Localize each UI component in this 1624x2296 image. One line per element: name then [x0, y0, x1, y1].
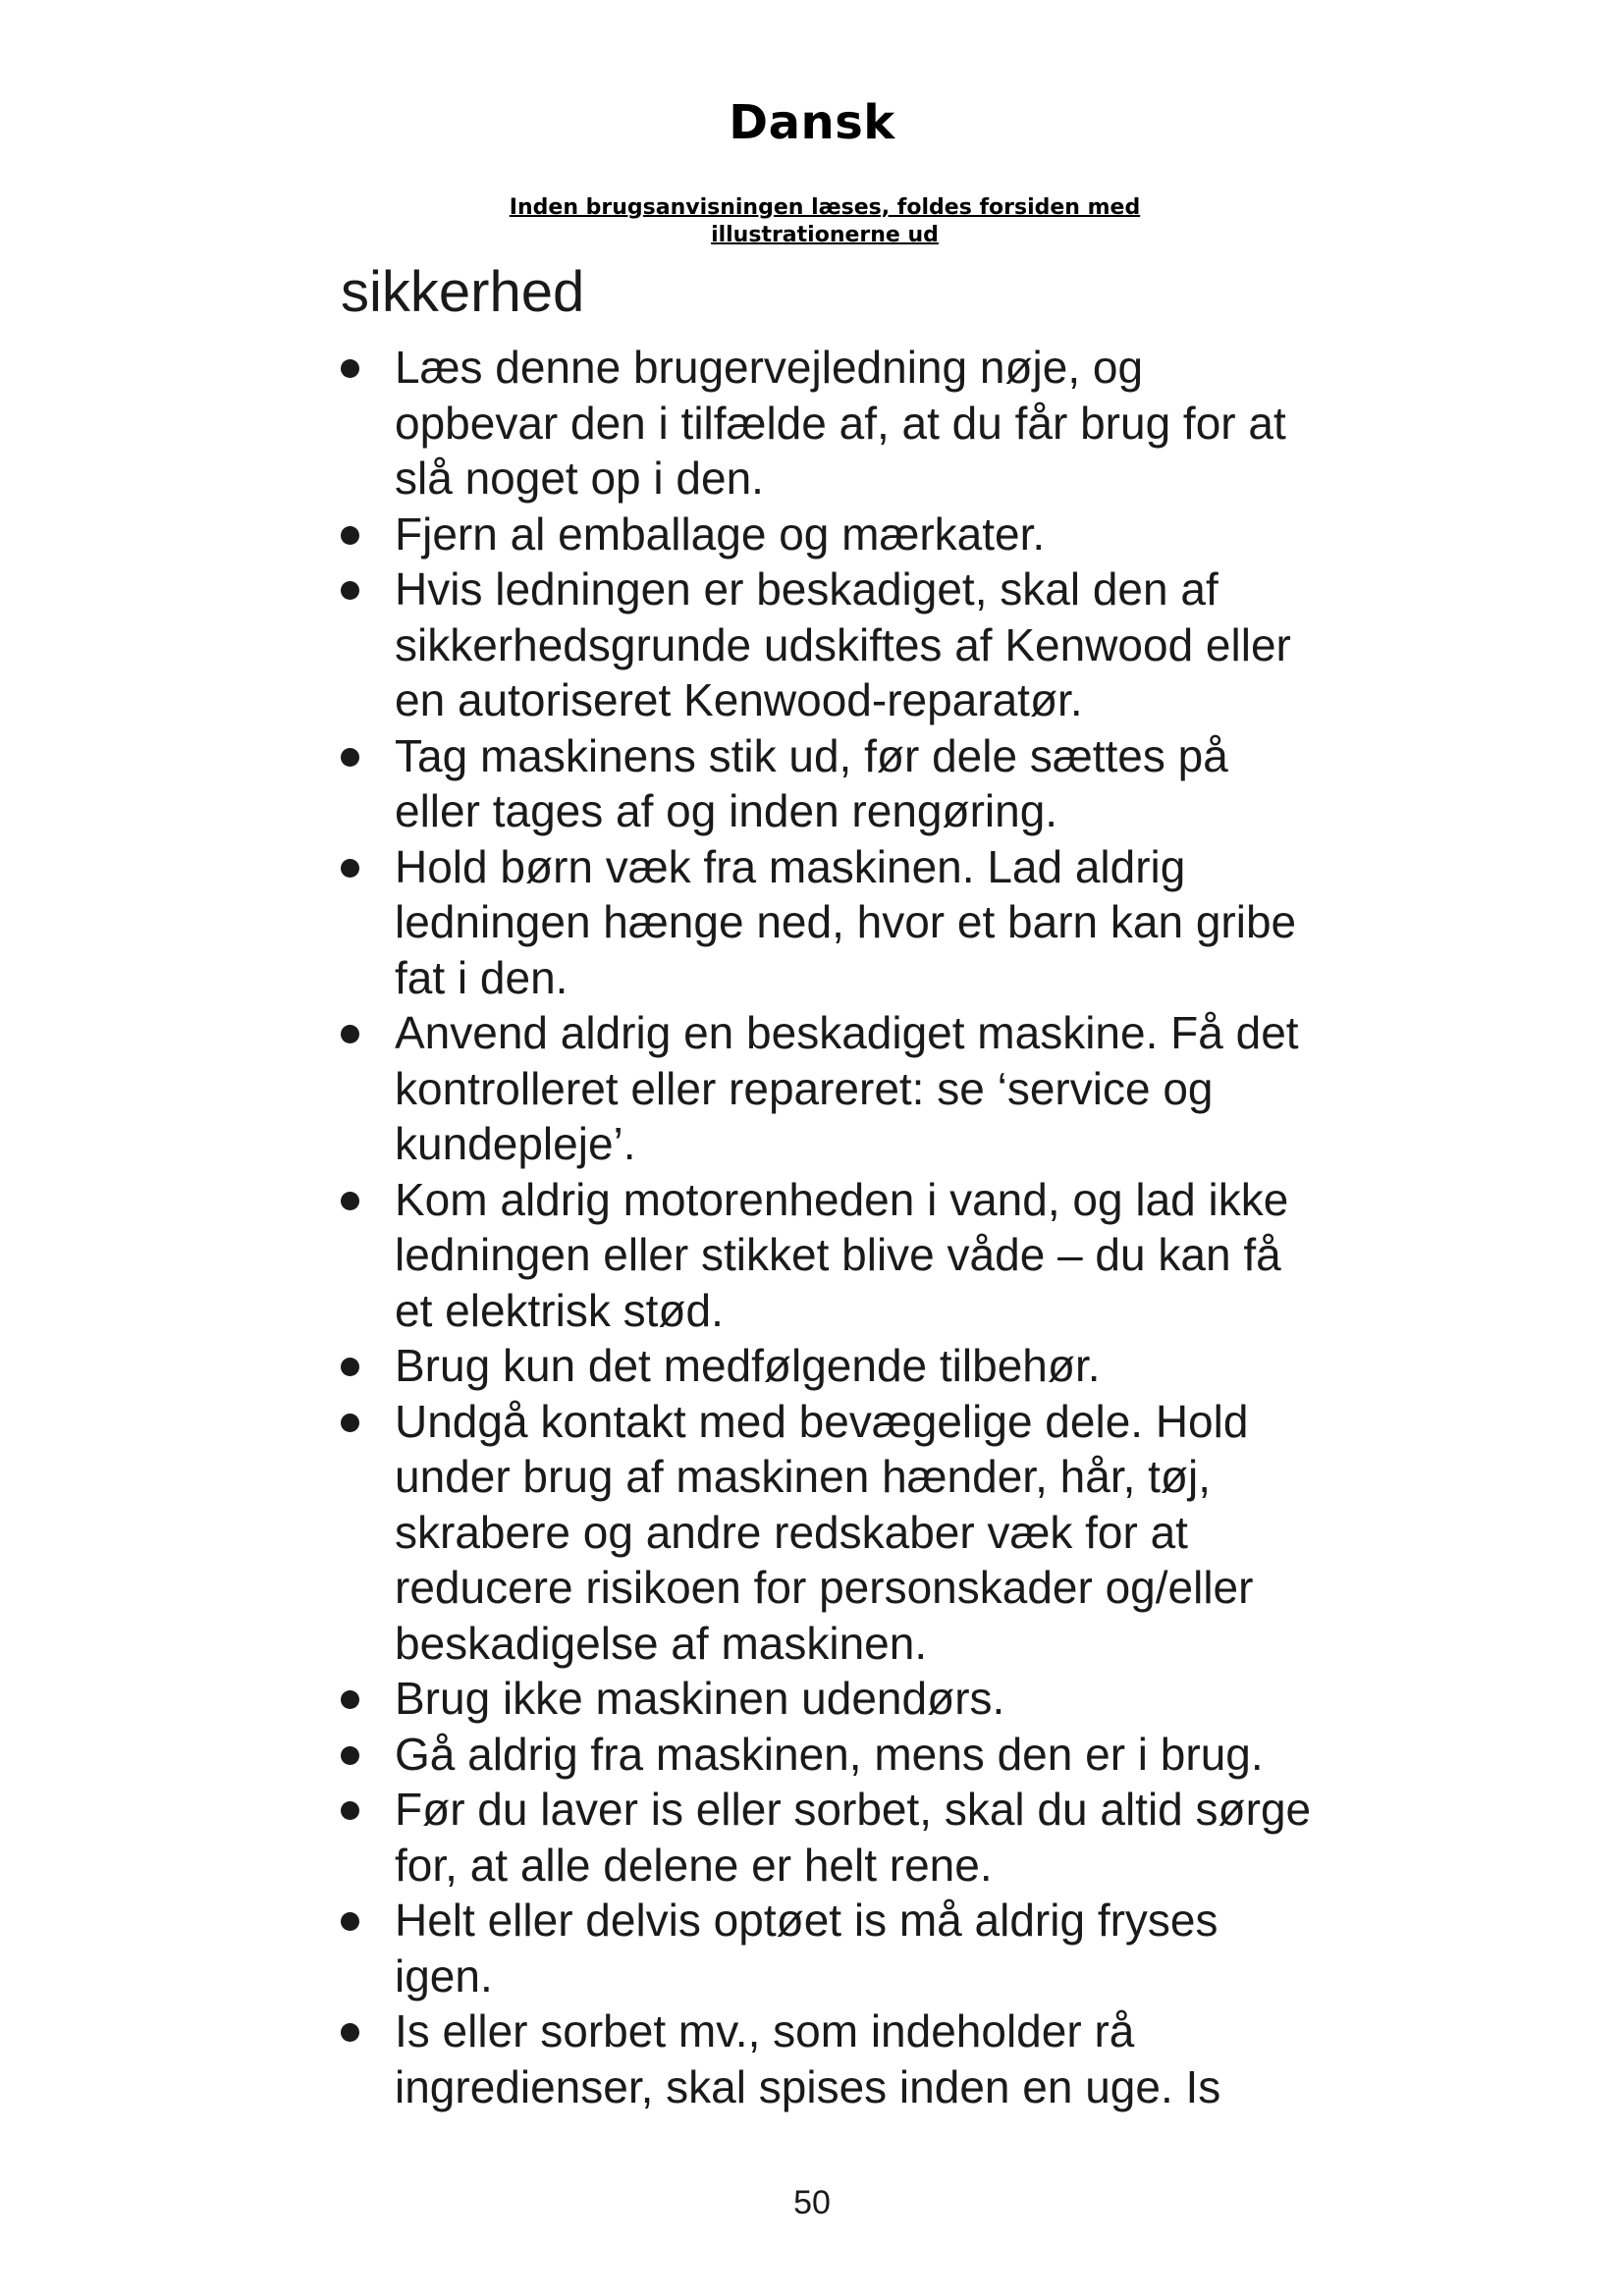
- bullet-dot-icon: [341, 1690, 359, 1709]
- section-heading: sikkerhed: [341, 260, 585, 324]
- bullet-dot-icon: [341, 1801, 359, 1820]
- bullet-text: Is eller sorbet mv., som indeholder rå ingredienser, skal spises inden en uge. Is: [395, 2005, 1221, 2112]
- bullet-text: Læs denne brugervejledning nøje, og opbevar den i tilfælde af, at du får brug for at slå noget op i den.: [395, 342, 1286, 504]
- bullet-text: Brug ikke maskinen udendørs.: [395, 1673, 1005, 1724]
- bullet-text: Kom aldrig motorenheden i vand, og lad ikke ledningen eller stikket blive våde – du kan få et elektrisk stød.: [395, 1173, 1289, 1336]
- bullet-dot-icon: [341, 1025, 359, 1043]
- bullet-text: Tag maskinens stik ud, før dele sættes på eller tages af og inden rengøring.: [395, 729, 1228, 836]
- bullet-text: Helt eller delvis optøet is må aldrig fryses igen.: [395, 1895, 1218, 2002]
- bullet-item: [334, 1671, 1316, 1727]
- bullet-item: [334, 728, 1316, 839]
- bullet-item: [334, 1338, 1316, 1394]
- bullet-text: Brug kun det medfølgende tilbehør.: [395, 1340, 1101, 1391]
- bullet-item: [334, 561, 1316, 728]
- bullet-dot-icon: [341, 859, 359, 878]
- bullet-dot-icon: [341, 581, 359, 600]
- bullet-text: Hold børn væk fra maskinen. Lad aldrig ledningen hænge ned, hvor et barn kan gribe fat i den.: [395, 840, 1297, 1003]
- bullet-text: Gå aldrig fra maskinen, mens den er i brug.: [395, 1728, 1264, 1780]
- page-title: Dansk: [729, 95, 895, 150]
- bullet-item: [334, 1782, 1316, 1893]
- bullet-dot-icon: [341, 1192, 359, 1210]
- bullet-item: [334, 2003, 1316, 2114]
- bullet-dot-icon: [341, 748, 359, 767]
- bullet-item: [334, 1172, 1316, 1339]
- bullet-item: [334, 1394, 1316, 1672]
- bullet-item: [334, 507, 1316, 562]
- bullet-dot-icon: [341, 1912, 359, 1931]
- bullet-dot-icon: [341, 1746, 359, 1765]
- bullet-item: [334, 1005, 1316, 1172]
- bullet-text: Fjern al emballage og mærkater.: [395, 507, 1046, 560]
- bullet-text: Anvend aldrig en beskadiget maskine. Få det kontrolleret eller repareret: se ‘service og kundepleje’.: [395, 1007, 1299, 1169]
- bullet-item: [334, 1893, 1316, 2003]
- bullet-item: [334, 1727, 1316, 1783]
- safety-bullet-list: [334, 340, 1316, 2114]
- bullet-item: [334, 839, 1316, 1006]
- page-number: 50: [793, 2184, 831, 2221]
- bullet-dot-icon: [341, 2023, 359, 2042]
- fold-out-instruction: Inden brugsanvisningen læses, foldes forsiden med illustrationerne ud: [509, 195, 1141, 247]
- bullet-text: Undgå kontakt med bevægelige dele. Hold under brug af maskinen hænder, hår, tøj, skrabere og andre redskaber væk for at reducere risikoen for personskader og/eller beskadigelse af maskinen.: [395, 1395, 1254, 1669]
- bullet-item: [334, 340, 1316, 507]
- bullet-dot-icon: [341, 1358, 359, 1376]
- bullet-dot-icon: [341, 526, 359, 545]
- bullet-text: Før du laver is eller sorbet, skal du altid sørge for, at alle delene er helt rene.: [395, 1784, 1312, 1891]
- bullet-dot-icon: [341, 1414, 359, 1432]
- bullet-text: Hvis ledningen er beskadiget, skal den af sikkerhedsgrunde udskiftes af Kenwood eller en autoriseret Kenwood-reparatør.: [395, 563, 1291, 725]
- bullet-dot-icon: [341, 359, 359, 378]
